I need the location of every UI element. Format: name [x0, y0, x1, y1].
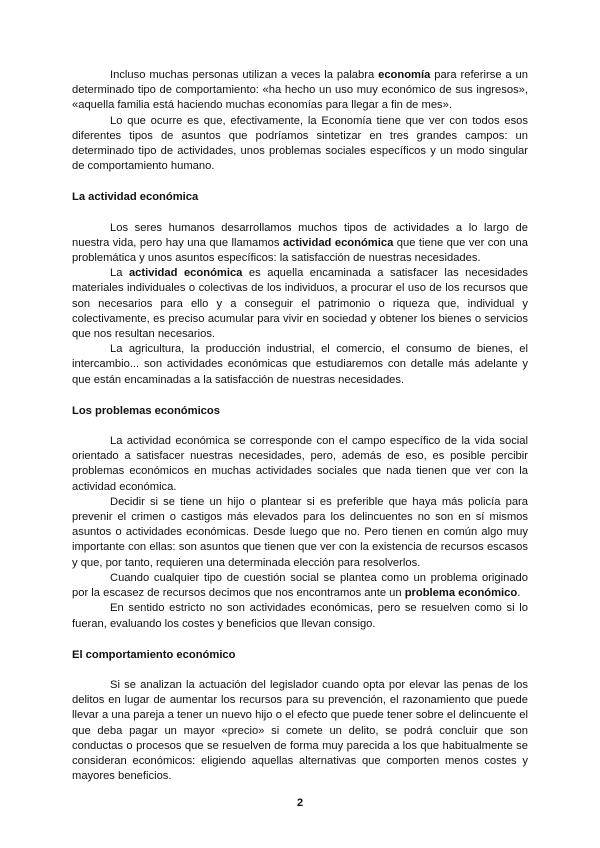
actividad-paragraph-2: La actividad económica es aquella encaminada a satisfacer las necesidades materiales individuales o colectivas de los individuos, a procurar el uso de los recursos que son necesarios para ello y a conseguir el patrimonio o riqueza que, individual y colectivamente, es preciso acumular para vivir en sociedad y obtener los bienes o servicios que nos resultan necesarios.: [72, 267, 528, 341]
actividad-paragraph-3: La agricultura, la producción industrial, el comercio, el consumo de bienes, el intercambio... son actividades económicas que estudiaremos con detalle más adelante y que están encaminadas a la satisfacción de nuestras necesidades.: [72, 343, 528, 386]
term-actividad-economica: actividad económica: [282, 236, 394, 249]
section-heading-comportamiento: El comportamiento económico: [72, 648, 236, 661]
problemas-paragraph-1: La actividad económica se corresponde con el campo específico de la vida social orientado a satisfacer nuestras necesidades, pero, además de eso, es posible percibir problemas económicos en muchas actividades sociales que nada tienen que ver con la actividad económica.: [72, 435, 528, 493]
problemas-paragraph-3: Cuando cualquier tipo de cuestión social se plantea como un problema originado por la escasez de recursos decimos que nos encontramos ante un problema económico.: [72, 571, 528, 600]
section-heading-problemas: Los problemas económicos: [72, 404, 220, 417]
actividad-paragraph-1: Los seres humanos desarrollamos muchos tipos de actividades a lo largo de nuestra vida, pero hay una que llamamos actividad económica que tiene que ver con una problemática y unos asuntos específicos: la satisfacción de nuestras necesidades.: [72, 221, 528, 265]
page-number: 2: [296, 797, 304, 809]
term-economia: economía: [378, 69, 431, 81]
section-heading-actividad: La actividad económica: [72, 191, 199, 204]
comportamiento-paragraph-1: Si se analizan la actuación del legislador cuando opta por elevar las penas de los delitos en lugar de aumentar los recursos para su prevención, el razonamiento que puede llevar a una pareja a tener un nuevo hijo o el efecto que puede tener sobre el delincuente el que deba pagar un mayor «precio» si comete un delito, se podrá concluir que son conductas o procesos que se resuelven de forma muy parecida a los que habitualmente se consideran económicos: eligiendo aquellas alternativas que comporten menos costes y mayores beneficios.: [72, 678, 528, 783]
problemas-paragraph-2: Decidir si se tiene un hijo o plantear si es preferible que haya más policía para prevenir el crimen o castigos más elevados para los delincuentes no son en sí mismos asuntos o actividades económicas. Desde luego que no. Pero tienen en común algo muy importante con ellas: son asuntos que tienen que ver con la existencia de recursos escasos y que, por tanto, requieren una determinada elección para resolverlos.: [72, 495, 528, 569]
term-actividad-economica-2: actividad económica: [128, 267, 243, 280]
term-problema-economico: problema económico: [404, 587, 518, 600]
document-page: [72, 68, 528, 784]
problemas-paragraph-4: En sentido estricto no son actividades económicas, pero se resuelven como si lo fueran, evaluando los costes y beneficios que llevan consigo.: [72, 602, 528, 630]
intro-paragraph-1: Incluso muchas personas utilizan a veces la palabra economía para referirse a un determinado tipo de comportamiento: «ha hecho un uso muy económico de sus ingresos», «aquella familia está haciendo muchas economías para llegar a fin de mes».: [72, 69, 528, 112]
intro-paragraph-2: Lo que ocurre es que, efectivamente, la Economía tiene que ver con todos esos diferentes tipos de asuntos que podríamos sintetizar en tres grandes campos: un determinado tipo de actividades, unos problemas sociales específicos y un modo singular de comportamiento humano.: [72, 114, 528, 173]
